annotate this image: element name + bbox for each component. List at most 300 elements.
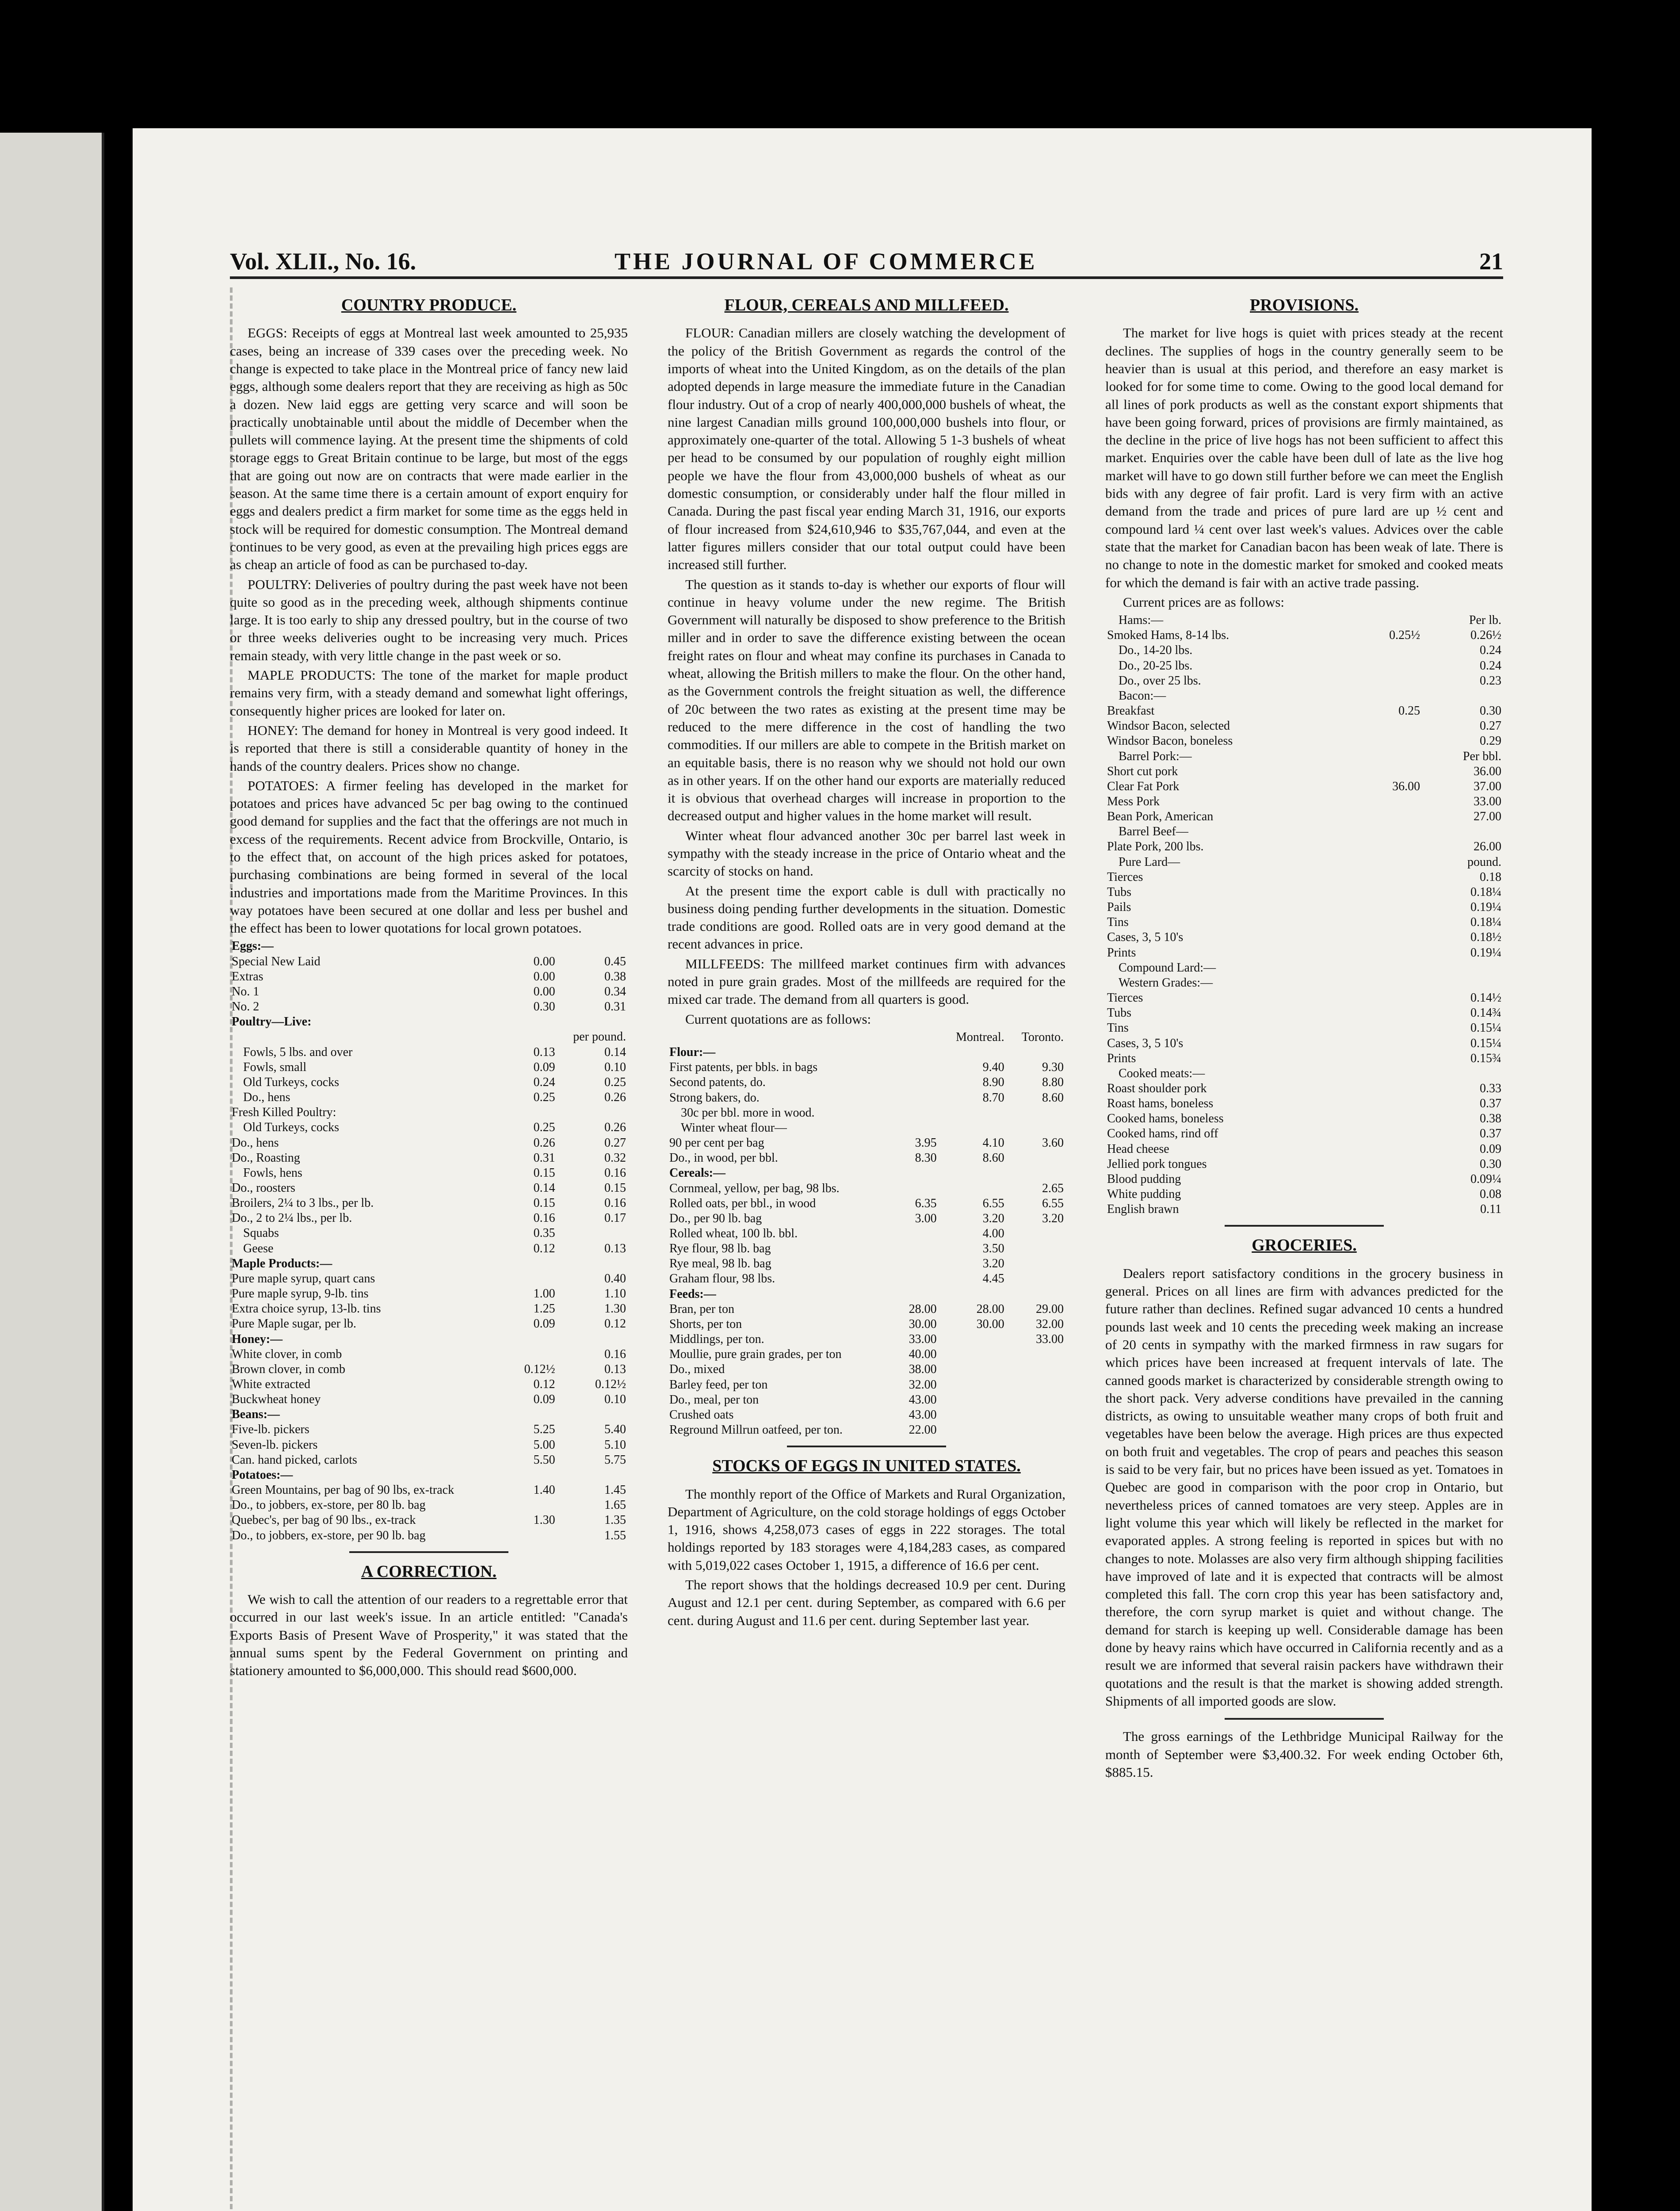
price-cell: 36.00: [1474, 764, 1501, 778]
row-label: Fowls, 5 lbs. and over: [243, 1045, 353, 1059]
price-cell: 1.40: [533, 1483, 555, 1497]
row-label: Pure Lard—: [1119, 855, 1180, 869]
table-row: [1105, 628, 1503, 643]
price-cell: 22.00: [909, 1423, 937, 1437]
price-cell: [897, 1090, 938, 1106]
price-cell: 0.16: [604, 1347, 626, 1361]
row-label: Geese: [243, 1241, 274, 1255]
row-label: Jellied pork tongues: [1107, 1157, 1207, 1171]
price-cell: [939, 1332, 1006, 1347]
price-cell: 0.09: [533, 1392, 555, 1407]
price-cell: [1355, 658, 1422, 673]
row-label: Tierces: [1107, 991, 1143, 1005]
price-cell: [939, 1362, 1006, 1377]
price-cell: 0.25: [1398, 704, 1420, 718]
price-cell: [1006, 1271, 1065, 1286]
price-cell: [897, 1045, 938, 1060]
price-cell: [1355, 1172, 1422, 1187]
price-cell: [1355, 960, 1422, 975]
price-cell: [1355, 734, 1422, 749]
price-cell: [897, 1181, 938, 1196]
row-label: Special New Laid: [232, 954, 321, 968]
row-label: Fresh Killed Poultry:: [232, 1106, 336, 1120]
price-cell: 0.30: [1480, 704, 1501, 718]
table-row: [1105, 1051, 1503, 1066]
price-cell: 0.23: [1480, 673, 1501, 688]
price-cell: [1355, 749, 1422, 764]
article-paragraph: At the present time the export cable is dull with practically no business doing pending further developments in the situation. Domestic trade conditions are good. Rolled oats are in very good demand at the recent advances in price.: [668, 883, 1065, 952]
table-row: [230, 1422, 628, 1437]
table-row: [668, 1423, 1065, 1438]
table-row: [1105, 930, 1503, 945]
flour-quotations-table: [668, 1030, 1065, 1438]
price-cell: [1006, 1408, 1065, 1423]
table-row: [1105, 855, 1503, 870]
table-row: [1105, 1111, 1503, 1126]
price-cell: [1355, 1157, 1422, 1172]
price-cell: [1355, 613, 1422, 628]
row-label: Tins: [1107, 1021, 1129, 1035]
price-cell: [939, 1106, 1006, 1121]
table-row: [230, 1301, 628, 1316]
price-cell: [1355, 643, 1422, 658]
row-label: Green Mountains, per bag of 90 lbs, ex-track: [232, 1483, 454, 1497]
price-cell: 0.15¾: [1470, 1051, 1501, 1065]
table-row: [230, 1120, 628, 1135]
row-label: Extras: [232, 969, 263, 983]
price-cell: 0.19¼: [1470, 900, 1501, 914]
price-cell: 5.40: [604, 1423, 626, 1437]
price-cell: 0.25: [604, 1075, 626, 1089]
price-cell: [514, 939, 557, 954]
price-cell: 0.00: [533, 969, 555, 983]
article-paragraph: MILLFEEDS: The millfeed market continues firm with advances noted in pure grain grades. Most of the millfeeds are required for the mixed car trade. The demand from all quarters is good.: [668, 956, 1065, 1007]
price-cell: [1006, 1166, 1065, 1181]
price-cell: per pound.: [573, 1030, 626, 1044]
table-row: [230, 1513, 628, 1528]
price-cell: 0.15¼: [1470, 1036, 1501, 1050]
price-cell: 6.55: [1042, 1196, 1064, 1210]
row-label: Fowls, small: [243, 1060, 307, 1074]
table-row: [1105, 870, 1503, 885]
price-cell: [1355, 885, 1422, 900]
table-row: [230, 1211, 628, 1226]
row-label: Rye flour, 98 lb. bag: [669, 1242, 771, 1256]
table-row: [230, 1151, 628, 1166]
price-cell: 0.14: [604, 1045, 626, 1059]
row-label: First patents, per bbls. in bags: [669, 1060, 818, 1075]
article-body: [668, 324, 1065, 1028]
table-row: [230, 1483, 628, 1498]
row-label: Roast shoulder pork: [1107, 1081, 1207, 1095]
price-cell: 8.60: [1042, 1090, 1064, 1105]
page-header: [230, 248, 1503, 274]
table-row: [230, 1075, 628, 1090]
row-label: Prints: [1107, 1051, 1136, 1065]
price-cell: 0.14: [533, 1181, 555, 1195]
price-cell: 0.27: [604, 1136, 626, 1150]
price-cell: [939, 1166, 1006, 1181]
price-cell: 1.00: [533, 1287, 555, 1301]
article-paragraph: The gross earnings of the Lethbridge Municipal Railway for the month of September were $3,400.32. For week ending October 6th, $885.15.: [1105, 1729, 1503, 1780]
row-label: Blood pudding: [1107, 1172, 1181, 1186]
price-cell: [1355, 975, 1422, 991]
table-row: [1105, 991, 1503, 1006]
table-row: [668, 1181, 1065, 1196]
table-row: [230, 1468, 628, 1483]
price-cell: [1006, 1256, 1065, 1271]
price-cell: [897, 1166, 938, 1181]
row-label: Crushed oats: [669, 1408, 734, 1422]
price-cell: 2.65: [1042, 1181, 1064, 1195]
table-row: [668, 1256, 1065, 1271]
price-cell: [1006, 1423, 1065, 1438]
price-cell: [514, 1029, 557, 1044]
price-cell: 3.00: [915, 1211, 937, 1225]
table-row: [1105, 643, 1503, 658]
price-cell: Per lb.: [1469, 613, 1501, 627]
row-label: Seven-lb. pickers: [232, 1438, 318, 1452]
row-label: Moullie, pure grain grades, per ton: [669, 1347, 842, 1362]
row-label: Old Turkeys, cocks: [243, 1121, 340, 1135]
price-cell: 5.10: [604, 1438, 626, 1452]
price-cell: 30.00: [909, 1317, 937, 1331]
row-label: Graham flour, 98 lbs.: [669, 1272, 775, 1286]
price-cell: [897, 1060, 938, 1075]
price-cell: 0.25: [533, 1090, 555, 1105]
row-label: Windsor Bacon, boneless: [1107, 734, 1233, 748]
section-title: FLOUR, CEREALS AND MILLFEED.: [724, 296, 1009, 314]
row-label: Cornmeal, yellow, per bag, 98 lbs.: [669, 1181, 840, 1195]
article-paragraph: Current prices are as follows:: [1123, 594, 1284, 610]
price-cell: [939, 1181, 1006, 1196]
price-cell: 26.00: [1474, 840, 1501, 854]
table-row: [230, 1136, 628, 1151]
table-row: [230, 1392, 628, 1407]
price-cell: [1355, 764, 1422, 779]
price-cell: 0.12: [533, 1377, 555, 1392]
row-label: Tubs: [1107, 1006, 1132, 1020]
price-cell: 32.00: [909, 1377, 937, 1392]
price-cell: pound.: [1467, 855, 1501, 869]
row-label: Tubs: [1107, 885, 1132, 899]
row-label: Pure Maple sugar, per lb.: [232, 1317, 356, 1331]
price-cell: 8.30: [915, 1151, 937, 1165]
price-cell: [1355, 1187, 1422, 1202]
column-header: Toronto.: [1021, 1030, 1064, 1044]
row-label: Rye meal, 98 lb. bag: [669, 1257, 771, 1271]
table-row: [668, 1121, 1065, 1136]
table-row: [230, 984, 628, 999]
row-label: Winter wheat flour—: [681, 1121, 787, 1135]
price-cell: 0.11: [1480, 1202, 1501, 1216]
table-row: [230, 1226, 628, 1241]
price-cell: 43.00: [909, 1392, 937, 1407]
row-label: Tins: [1107, 915, 1129, 930]
price-cell: 0.24: [533, 1075, 555, 1089]
table-row: [230, 1014, 628, 1029]
price-cell: 0.26½: [1470, 628, 1501, 643]
price-cell: [897, 1271, 938, 1286]
table-row: [1105, 945, 1503, 960]
row-label: Reground Millrun oatfeed, per ton.: [669, 1423, 843, 1437]
price-cell: 28.00: [976, 1302, 1004, 1316]
price-cell: [1355, 824, 1422, 839]
price-cell: 0.18½: [1470, 930, 1501, 945]
price-cell: [557, 1105, 628, 1120]
price-cell: [514, 1498, 557, 1513]
price-cell: 0.27: [1480, 719, 1501, 733]
price-cell: [1006, 1287, 1065, 1302]
price-cell: 43.00: [909, 1408, 937, 1422]
row-label: Western Grades:—: [1119, 975, 1213, 990]
table-row: [1105, 1096, 1503, 1111]
row-label: Do., 2 to 2¼ lbs., per lb.: [232, 1211, 352, 1225]
table-row: [668, 1287, 1065, 1302]
table-row: [230, 1090, 628, 1105]
row-label: Feeds:—: [669, 1287, 716, 1301]
table-row: [230, 1166, 628, 1181]
price-cell: [514, 1014, 557, 1029]
price-cell: 0.10: [604, 1392, 626, 1407]
table-row: [230, 1453, 628, 1468]
price-cell: 0.30: [1480, 1157, 1501, 1171]
table-row: [230, 1241, 628, 1256]
row-label: Cases, 3, 5 10's: [1107, 930, 1184, 945]
price-cell: [1355, 1006, 1422, 1021]
row-label: White extracted: [232, 1377, 311, 1392]
table-row: [230, 1438, 628, 1453]
table-row: [1105, 1142, 1503, 1157]
price-cell: [1355, 1051, 1422, 1066]
article-paragraph: Current quotations are as follows:: [685, 1011, 871, 1027]
price-cell: [897, 1256, 938, 1271]
price-cell: 1.55: [604, 1528, 626, 1542]
price-cell: 5.50: [533, 1453, 555, 1467]
table-row: [1105, 1066, 1503, 1081]
price-cell: 0.15: [533, 1196, 555, 1210]
article-paragraph: The market for live hogs is quiet with prices steady at the recent declines. The supplies of hogs in the country generally seem to be heavier than is usual at this period, and therefore an easy market is looked for for some time to come. Owing to the good local demand for all lines of pork products as well as the constant export shipments that have been going forward, prices of provisions are firmly maintained, as the decline in the price of live hogs has not been sufficient to affect this market. Enquiries over the cable have been dull of late as the live hog market will have to go down still further before we can meet the English bids with any degree of fair profit. Lard is very firm with an active demand from the trade and prices of pure lard are up ½ cent and compound lard ¼ cent over last week's values. Advices over the cable state that the market for Canadian bacon has been weak of late. There is no change to note in the domestic market for smoked and cooked meats for which the demand is fair with an active trade passing.: [1105, 325, 1503, 590]
price-cell: [514, 1332, 557, 1347]
row-label: Maple Products:—: [232, 1256, 332, 1270]
price-cell: 0.16: [604, 1166, 626, 1180]
price-cell: 0.15¼: [1470, 1021, 1501, 1035]
table-row: [1105, 1021, 1503, 1036]
table-row: [230, 1528, 628, 1543]
price-cell: 0.09¼: [1470, 1172, 1501, 1186]
article-paragraph: HONEY: The demand for honey in Montreal is very good indeed. It is reported that there is still a considerable quantity of honey in the hands of the country dealers. Prices show no change.: [230, 722, 628, 774]
row-label: Do., 20-25 lbs.: [1119, 658, 1193, 673]
price-cell: [557, 939, 628, 954]
row-label: Prints: [1107, 945, 1136, 960]
price-cell: [557, 1256, 628, 1271]
table-row: [1105, 794, 1503, 809]
table-row: [668, 1226, 1065, 1241]
price-cell: [514, 1468, 557, 1483]
price-cell: 5.25: [533, 1423, 555, 1437]
price-cell: 9.40: [982, 1060, 1004, 1075]
row-label: Cooked meats:—: [1119, 1066, 1205, 1080]
price-cell: 28.00: [909, 1302, 937, 1316]
row-label: Do., 14-20 lbs.: [1119, 643, 1193, 658]
price-cell: [1355, 1202, 1422, 1217]
table-row: [1105, 809, 1503, 824]
price-cell: 0.18: [1480, 870, 1501, 884]
price-cell: 6.35: [915, 1196, 937, 1210]
row-label: Bran, per ton: [669, 1302, 734, 1316]
price-cell: [1355, 839, 1422, 854]
price-cell: [939, 1423, 1006, 1438]
article-paragraph: POTATOES: A firmer feeling has developed in the market for potatoes and prices have advanced 5c per bag owing to the continued good demand for supplies and the fact that the offerings are not much in excess of the requirements. Recent advice from Brockville, Ontario, is to the effect that, on account of the high prices asked for potatoes, purchasing combinations are being formed in several of the local industries and importations made from the Maritime Provinces. In this way potatoes have been secured at one dollar and less per bushel and the effect has been to lower quotations for local grown potatoes.: [230, 777, 628, 936]
section-title: GROCERIES.: [1252, 1236, 1357, 1255]
price-cell: 0.15: [604, 1181, 626, 1195]
price-cell: 0.33: [1480, 1081, 1501, 1095]
row-label: Breakfast: [1107, 704, 1155, 718]
table-row: [668, 1332, 1065, 1347]
row-label: Cases, 3, 5 10's: [1107, 1036, 1184, 1050]
price-cell: 1.65: [604, 1498, 626, 1512]
price-cell: 9.30: [1042, 1060, 1064, 1075]
price-cell: [1355, 794, 1422, 809]
row-label: Middlings, per ton.: [669, 1332, 764, 1346]
price-cell: 8.60: [982, 1151, 1004, 1165]
divider: [349, 1551, 508, 1553]
price-cell: [514, 1105, 557, 1120]
article-paragraph: MAPLE PRODUCTS: The tone of the market for maple product remains very firm, with a steady demand and somewhat light offerings, consequently higher prices are looked for later on.: [230, 667, 628, 719]
row-label: Do., mixed: [669, 1362, 725, 1377]
table-row: [668, 1075, 1065, 1090]
price-cell: 0.17: [604, 1211, 626, 1225]
price-cell: [1006, 1241, 1065, 1256]
price-cell: [939, 1347, 1006, 1362]
row-label: Do., hens: [232, 1136, 279, 1150]
row-label: Brown clover, in comb: [232, 1362, 346, 1376]
row-label: Smoked Hams, 8-14 lbs.: [1107, 628, 1229, 643]
table-row: [1105, 1081, 1503, 1096]
price-cell: 3.95: [915, 1136, 937, 1150]
row-label: Five-lb. pickers: [232, 1423, 309, 1437]
price-cell: 6.55: [982, 1196, 1004, 1210]
price-cell: 27.00: [1474, 810, 1501, 824]
price-cell: [1422, 960, 1503, 975]
price-cell: 0.18¼: [1470, 915, 1501, 930]
row-label: Cooked hams, boneless: [1107, 1112, 1224, 1126]
table-row: [1105, 719, 1503, 734]
row-label: Pails: [1107, 900, 1131, 914]
table-row: [1105, 658, 1503, 673]
table-row: [230, 1362, 628, 1377]
price-cell: 1.45: [604, 1483, 626, 1497]
price-cell: [897, 1287, 938, 1302]
row-label: Potatoes:—: [232, 1468, 293, 1482]
table-row: [668, 1060, 1065, 1075]
row-label: Do., roosters: [232, 1181, 295, 1195]
row-label: Barley feed, per ton: [669, 1377, 768, 1392]
price-cell: [897, 1226, 938, 1241]
price-cell: [557, 1407, 628, 1422]
price-cell: 1.30: [604, 1302, 626, 1316]
price-cell: [557, 1332, 628, 1347]
row-label: Flour:—: [669, 1045, 716, 1060]
price-cell: 8.90: [982, 1075, 1004, 1090]
row-label: Compound Lard:—: [1119, 960, 1216, 975]
row-label: Barrel Beef—: [1119, 825, 1188, 839]
produce-quotations-table: [230, 939, 628, 1543]
table-row: [668, 1211, 1065, 1226]
price-cell: 0.34: [604, 984, 626, 998]
table-row: [1105, 885, 1503, 900]
price-cell: [1006, 1226, 1065, 1241]
row-label: Eggs:—: [232, 939, 274, 953]
price-cell: [1006, 1347, 1065, 1362]
price-cell: [514, 1256, 557, 1271]
price-cell: 1.35: [604, 1513, 626, 1527]
price-cell: [514, 1528, 557, 1543]
table-row: [668, 1302, 1065, 1317]
price-cell: [1006, 1377, 1065, 1392]
row-label: Roast hams, boneless: [1107, 1097, 1214, 1111]
price-cell: 0.09: [1480, 1142, 1501, 1156]
table-row: [230, 1029, 628, 1044]
price-cell: 0.15: [533, 1166, 555, 1180]
price-cell: [1355, 1096, 1422, 1111]
price-cell: [1355, 870, 1422, 885]
row-label: Quebec's, per bag of 90 lbs., ex-track: [232, 1513, 416, 1527]
table-row: [230, 1347, 628, 1362]
table-row: [230, 1377, 628, 1392]
article-paragraph: Dealers report satisfactory conditions in the grocery business in general. Prices on all lines are firm with advances predicted for the future rather than declines. Refined sugar advanced 10 cents a hundred pounds last week and 10 cents the preceding week making an increase of 20 cents in sympathy with the marked firmness in raw sugars for which prices have been increased at frequent intervals of late. The canned goods market is characterized by considerable strength owing to the short pack. Very adverse conditions have prevailed in the canning districts, as owing to unsuitable weather many crops of both fruit and vegetables have been below the average. High prices are thus expected on both fruit and vegetables. The crop of pears and peaches this season is said to be very fair, but no prices have been issued as yet. Tomatoes in Quebec are good in comparison with the poor crop in Ontario, but nevertheless prices of canned tomatoes are very steep. Apples are in light volume this year which will likely be reflected in the market for evaporated apples. A strong feeling is reported in spices but with no changes to note. Molasses are also very firm although shipping facilities have improved of late and it is expected that contracts will be almost completed this fall. The corn crop this year has been satisfactory and, therefore, the corn syrup market is quiet and without change. The demand for starch is keeping up well. Considerable damage has been done by heavy rains which have occurred in California recently and as a result we are informed that several raisin packers have withdrawn their quotations and the result is that the market is showing added strength. Shipments of all imported goods are slow.: [1105, 1265, 1503, 1709]
price-cell: 5.75: [604, 1453, 626, 1467]
price-cell: 37.00: [1474, 779, 1501, 793]
table-row: [668, 1377, 1065, 1392]
price-cell: 3.50: [982, 1242, 1004, 1256]
price-cell: [1422, 975, 1503, 991]
row-label: Squabs: [243, 1226, 279, 1240]
section-title: STOCKS OF EGGS IN UNITED STATES.: [712, 1457, 1021, 1476]
table-row: [1105, 749, 1503, 764]
table-row: [1105, 824, 1503, 839]
table-row: [1105, 1126, 1503, 1141]
price-cell: [1422, 689, 1503, 704]
price-cell: [1006, 1151, 1065, 1166]
section-title: A CORRECTION.: [361, 1562, 497, 1581]
table-row: [230, 1060, 628, 1075]
price-cell: 0.31: [533, 1151, 555, 1165]
price-cell: 0.25½: [1389, 628, 1420, 643]
table-row: [230, 969, 628, 984]
row-label: English brawn: [1107, 1202, 1179, 1216]
table-row: [668, 1106, 1065, 1121]
price-cell: 36.00: [1392, 779, 1420, 793]
table-row: [230, 1407, 628, 1422]
row-label: Hams:—: [1119, 613, 1164, 627]
column-header: Montreal.: [956, 1030, 1004, 1044]
table-row: [230, 1498, 628, 1513]
row-label: Plate Pork, 200 lbs.: [1107, 840, 1204, 854]
price-cell: [514, 1407, 557, 1422]
table-row: [230, 1196, 628, 1211]
table-row: [668, 1196, 1065, 1211]
row-label: Do., per 90 lb. bag: [669, 1211, 762, 1225]
price-cell: 30.00: [976, 1317, 1004, 1331]
row-label: White clover, in comb: [232, 1347, 342, 1361]
table-row: [230, 1105, 628, 1120]
price-cell: [1355, 1142, 1422, 1157]
price-cell: [1355, 809, 1422, 824]
price-cell: [1355, 673, 1422, 689]
article-body: [668, 1485, 1065, 1630]
row-label: 30c per bbl. more in wood.: [681, 1106, 815, 1120]
